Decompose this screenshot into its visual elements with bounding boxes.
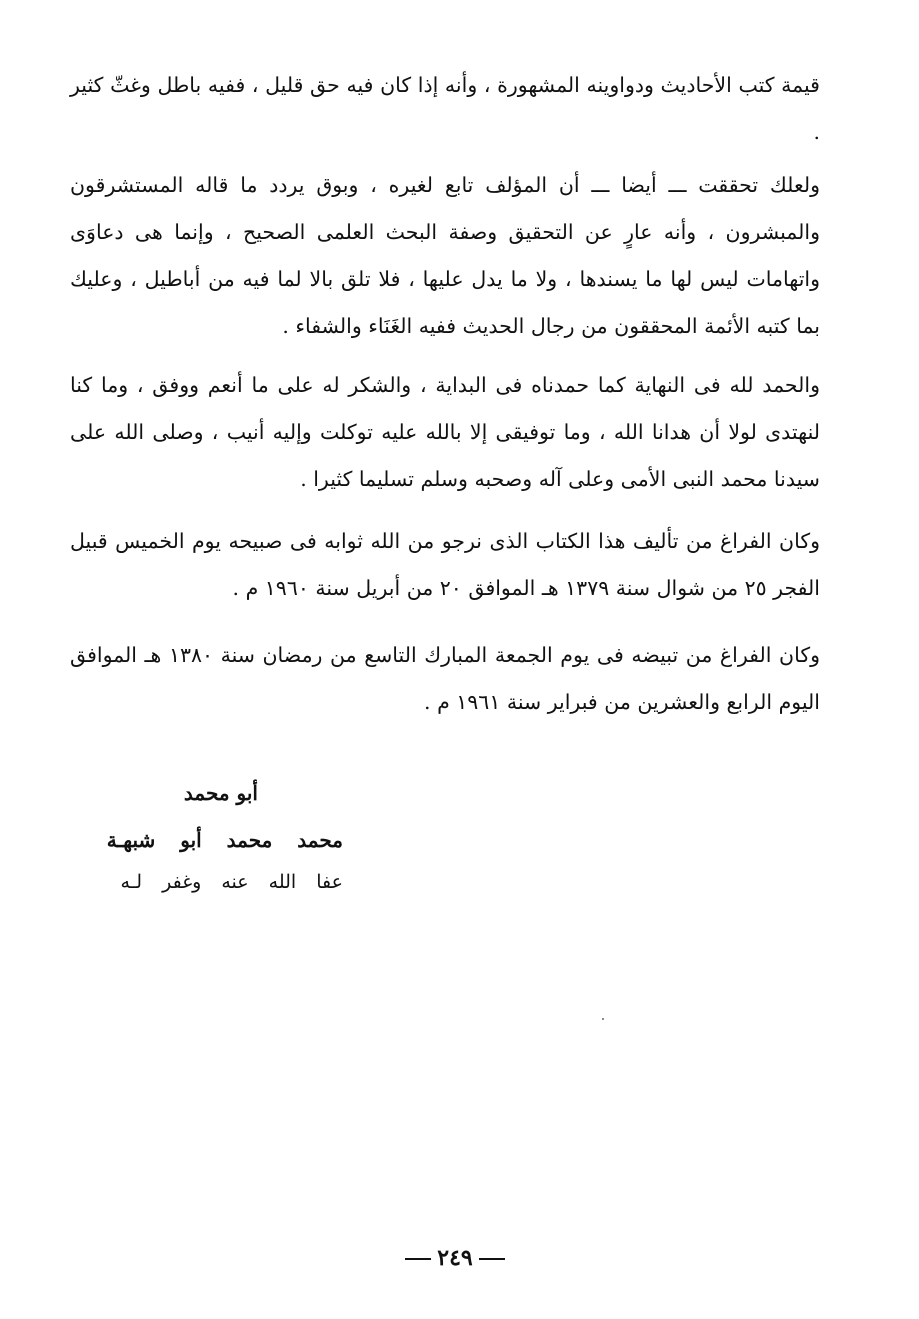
page-number: ٢٤٩ (437, 1245, 473, 1271)
scan-speck (602, 1018, 604, 1020)
paragraph-authoring-date: وكان الفراغ من تأليف هذا الكتاب الذى نرجو من الله ثوابه فى صبيحه يوم الخميس قبيل الفجر ٢٥ من شوال سنة ١٣٧٩ هـ الموافق ٢٠ من أبريل سنة ١٩٦٠ م . (70, 529, 820, 600)
paragraph-fair-copy-date: وكان الفراغ من تبيضه فى يوم الجمعة المبارك التاسع من رمضان سنة ١٣٨٠ هـ الموافق اليوم الرابع والعشرين من فبراير سنة ١٩٦١ م . (70, 643, 820, 714)
footer-dash-right (479, 1258, 505, 1260)
page-footer (380, 1238, 530, 1278)
footer-dash-left (405, 1258, 431, 1260)
author-name: محمد محمد أبو شبهـة (106, 828, 343, 852)
paragraph-praise: والحمد لله فى النهاية كما حمدناه فى البداية ، والشكر له على ما أنعم ووفق ، وما كنا لنهتدى لولا أن هدانا الله ، وما توفيقى إلا بالله عليه توكلت وإليه أنيب ، وصلى الله على سيدنا محمد النبى الأمى وعلى آله وصحبه وسلم تسليما كثيرا . (70, 373, 820, 491)
paragraph-conclusion: قيمة كتب الأحاديث ودواوينه المشهورة ، وأنه إذا كان فيه حق قليل ، ففيه باطل وغثّ كثير . (70, 73, 820, 144)
author-kunya: أبو محمد (183, 781, 258, 805)
author-prayer: عفا الله عنه وغفر لـه (120, 871, 343, 893)
paragraph-critique: ولعلك تحققت ـــ أيضا ـــ أن المؤلف تابع لغيره ، وبوق يردد ما قاله المستشرقون والمبشرون ، وأنه عارٍ عن التحقيق وصفة البحث العلمى الصحيح ، وإنما هى دعاوَى واتهامات ليس لها ما يسندها ، ولا ما يدل عليها ، فلا تلق بالا لما فيه من أباطيل ، وعليك بما كتبه الأئمة المحققون من رجال الحديث ففيه الغَنَاء والشفاء . (70, 173, 820, 338)
